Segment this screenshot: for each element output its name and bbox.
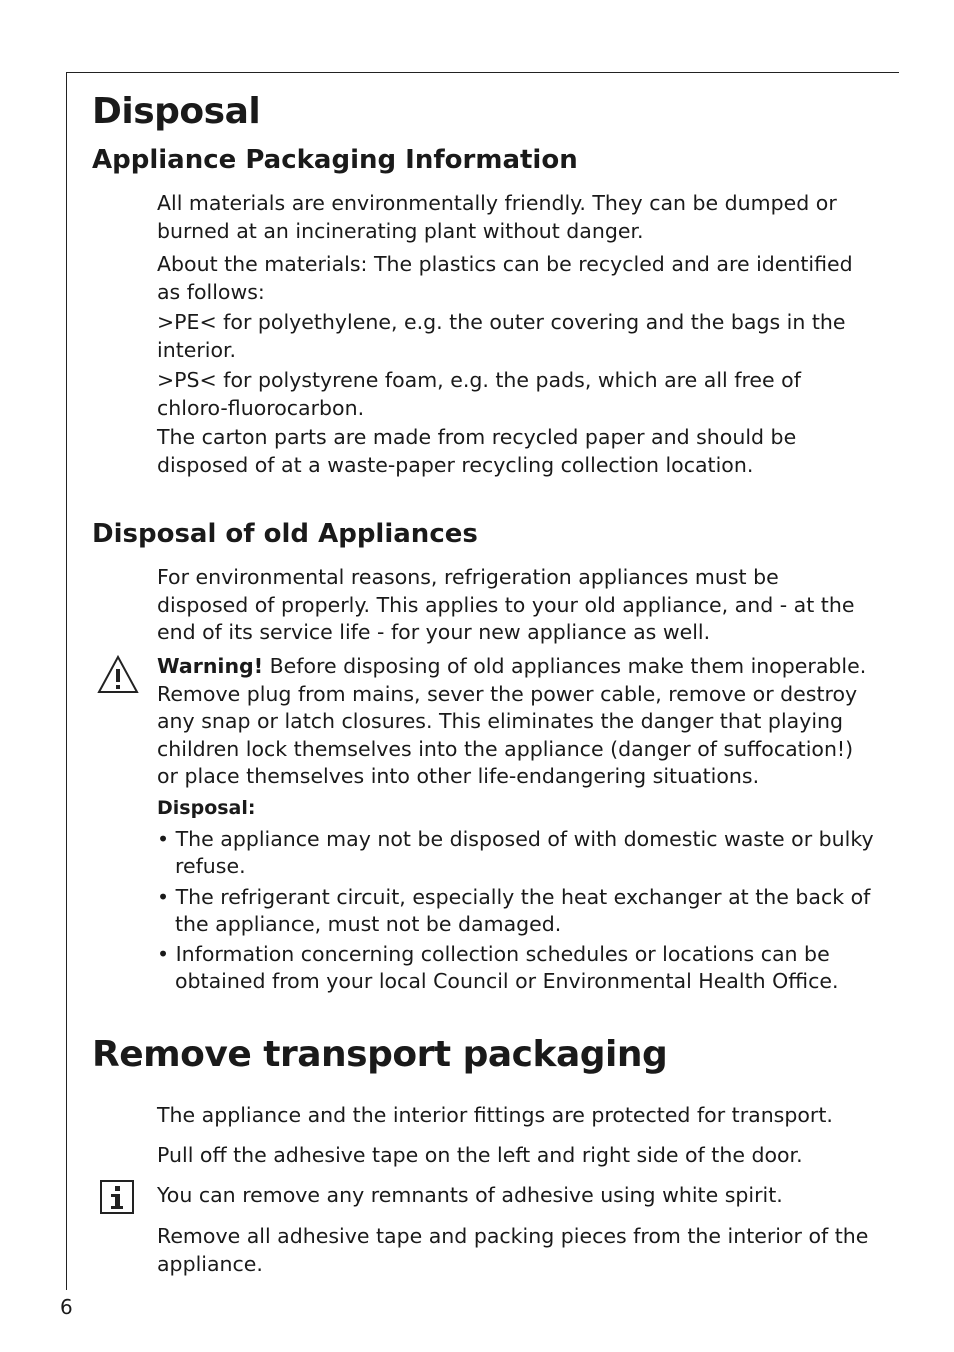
packaging-paragraph: >PE< for polyethylene, e.g. the outer covering and the bags in the interior.	[157, 310, 846, 362]
transport-paragraph: Pull off the adhesive tape on the left and right side of the door.	[157, 1143, 803, 1167]
packaging-heading: Appliance Packaging Information	[92, 145, 578, 175]
warning-label: Warning!	[157, 654, 264, 678]
warning-triangle-icon	[96, 654, 140, 696]
disposal-sublabel: Disposal:	[157, 797, 256, 819]
disposal-bullet: • Information concerning collection schedules or locations can be obtained from your local Council or Environmental Health Office.	[157, 942, 839, 993]
info-icon	[100, 1180, 134, 1214]
transport-paragraph: You can remove any remnants of adhesive using white spirit.	[157, 1183, 783, 1207]
transport-title: Remove transport packaging	[92, 1034, 668, 1075]
packaging-paragraph: >PS< for polystyrene foam, e.g. the pads, which are all free of chloro-fluorocarbon.	[157, 368, 801, 420]
page-border-top	[66, 72, 899, 73]
transport-paragraph: Remove all adhesive tape and packing pieces from the interior of the appliance.	[157, 1224, 869, 1276]
disposal-bullet: • The appliance may not be disposed of with domestic waste or bulky refuse.	[157, 827, 874, 878]
disposal-title: Disposal	[92, 91, 261, 132]
packaging-paragraph: All materials are environmentally friendly. They can be dumped or burned at an incinerating plant without danger.	[157, 191, 837, 243]
warning-text: Before disposing of old appliances make them inoperable. Remove plug from mains, sever the power cable, remove or destroy any snap or latch closures. This eliminates the danger that playing children lock themselves into the appliance (danger of suffocation!) or place themselves into other life-endangering situations.	[157, 654, 867, 788]
old-appliances-intro: For environmental reasons, refrigeration appliances must be disposed of properly. This applies to your old appliance, and - at the end of its service life - for your new appliance as well.	[157, 565, 855, 644]
packaging-paragraph: The carton parts are made from recycled paper and should be disposed of at a waste-paper recycling collection location.	[157, 425, 797, 477]
disposal-bullet: • The refrigerant circuit, especially the heat exchanger at the back of the appliance, must not be damaged.	[157, 885, 871, 936]
page-border-left	[66, 72, 67, 1290]
old-appliances-heading: Disposal of old Appliances	[92, 519, 478, 549]
page-number: 6	[60, 1295, 73, 1319]
warning-paragraph	[157, 653, 869, 791]
packaging-paragraph: About the materials: The plastics can be recycled and are identified as follows:	[157, 252, 853, 304]
transport-paragraph: The appliance and the interior fittings are protected for transport.	[157, 1103, 833, 1127]
